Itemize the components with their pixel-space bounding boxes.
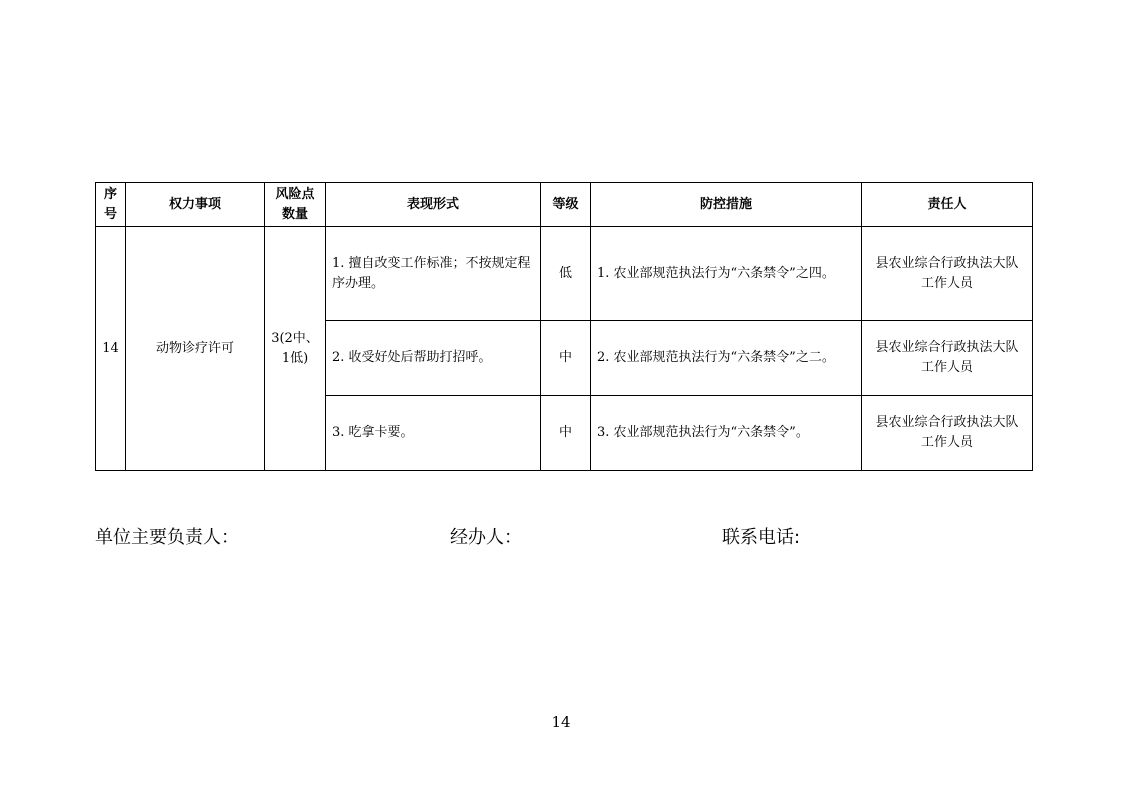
person-line1: 县农业综合行政执法大队 <box>875 340 1019 355</box>
person-line2: 工作人员 <box>920 360 973 375</box>
handler-label: 经办人： <box>450 527 522 548</box>
header-row <box>96 183 1033 227</box>
person-line1: 县农业综合行政执法大队 <box>875 415 1019 430</box>
header-risk-count <box>265 183 326 227</box>
header-item: 权力事项 <box>126 183 265 227</box>
risk-count-line1: 3(2中、 <box>271 330 319 346</box>
table-row <box>96 227 1033 321</box>
header-risk-count-line2: 数量 <box>281 206 308 222</box>
level-cell: 中 <box>541 321 591 396</box>
form-cell: 2. 收受好处后帮助打招呼。 <box>326 321 541 396</box>
person-cell <box>862 321 1033 396</box>
person-line2: 工作人员 <box>920 275 973 291</box>
seq-cell: 14 <box>96 227 126 471</box>
level-cell: 中 <box>541 396 591 471</box>
header-form: 表现形式 <box>326 183 541 227</box>
level-cell: 低 <box>541 227 591 321</box>
measure-cell: 3. 农业部规范执法行为“六条禁令”。 <box>591 396 862 471</box>
header-level: 等级 <box>541 183 591 227</box>
header-seq-line1: 序 <box>103 186 117 202</box>
phone-label: 联系电话: <box>722 527 801 548</box>
measure-cell: 2. 农业部规范执法行为“六条禁令”之二。 <box>591 321 862 396</box>
leader-label: 单位主要负责人： <box>95 527 239 548</box>
header-risk-count-line1: 风险点 <box>275 186 315 202</box>
form-cell: 3. 吃拿卡要。 <box>326 396 541 471</box>
header-seq-line2: 号 <box>103 206 117 222</box>
header-seq <box>96 183 126 227</box>
page-number: 14 <box>551 713 571 731</box>
item-cell: 动物诊疗许可 <box>126 227 265 471</box>
person-cell <box>862 396 1033 471</box>
measure-cell: 1. 农业部规范执法行为“六条禁令”之四。 <box>591 227 862 321</box>
person-line1: 县农业综合行政执法大队 <box>875 255 1019 271</box>
risk-count-line2: 1低) <box>281 350 309 366</box>
header-person: 责任人 <box>862 183 1033 227</box>
person-line2: 工作人员 <box>920 435 973 450</box>
header-measure: 防控措施 <box>591 183 862 227</box>
risk-count-cell <box>265 227 326 471</box>
form-cell: 1. 擅自改变工作标准；不按规定程序办理。 <box>326 227 541 321</box>
risk-table <box>95 182 1033 471</box>
person-cell <box>862 227 1033 321</box>
